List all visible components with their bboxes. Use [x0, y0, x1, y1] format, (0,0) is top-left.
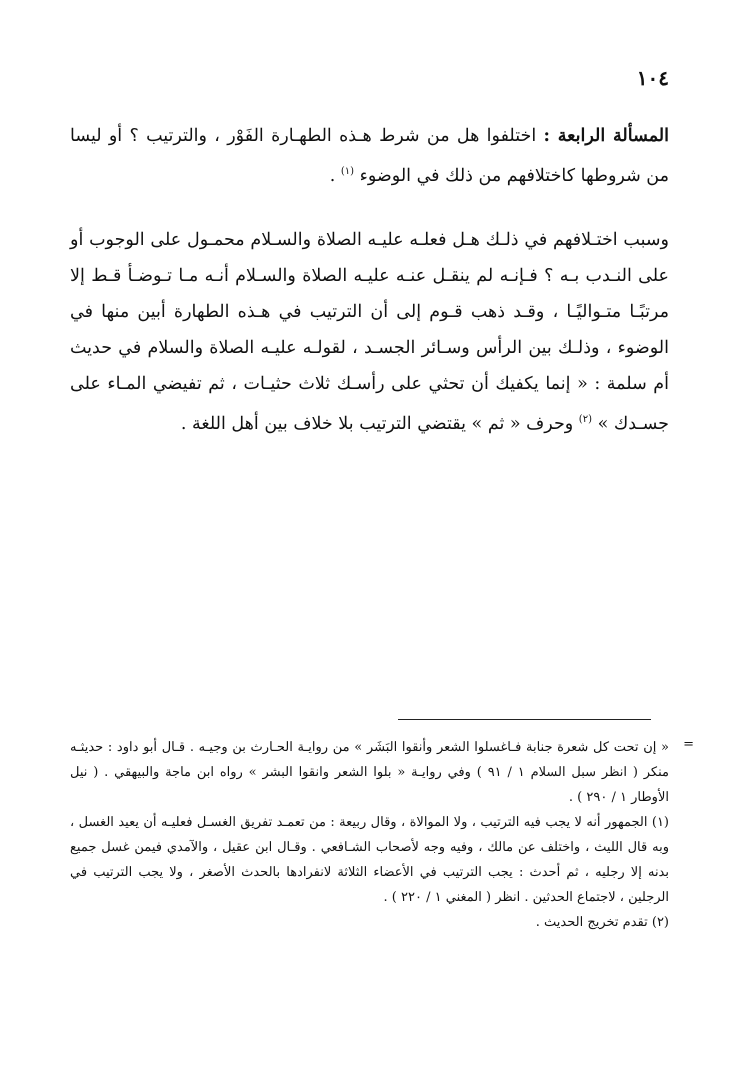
- footnote-continuation-text: « إن تحت كل شعرة جنابة فـاغسلوا الشعر وأنقوا البَشَر » من روايـة الحـارث بن وجيـه . قـال أبو داود : حديثـه منكر ( انظر سبل السلام ١ / ٩١ ) وفي روايـة « بلوا الشعر وانقوا البشر » رواه ابن ماجة والبيهقي . ( نيل الأوطار ١ / ٢٩٠ ) .: [70, 740, 669, 805]
- main-text: [70, 118, 669, 442]
- footnote-1: (١) الجمهور أنه لا يجب فيه الترتيب ، ولا الموالاة ، وقال ربيعة : من تعمـد تفريق الغسـل فعليـه أن يعيد الغسل ، وبه قال الليث ، واختلف عن مالك ، وفيه وجه لأصحاب الشـافعي . وقـال ابن عقيل ، والآمدي فيمن غسل جميع بدنه إلا رجليه ، ثم أحدث : يجب الترتيب في الأعضاء الثلاثة لانفرادها بالحدث الأصغر ، ولا يجب الترتيب في الرجلين ، لاجتماع الحدثين . انظر ( المغني ١ / ٢٢٠ ) .: [70, 815, 669, 905]
- paragraph-reason: [70, 222, 669, 442]
- paragraph-issue-four: [70, 118, 669, 194]
- paragraph2-end: وحرف « ثم » يقتضي الترتيب بلا خلاف بين أهل اللغة .: [180, 413, 579, 434]
- footnote-separator: [398, 719, 651, 720]
- paragraph2-text: وسبب اختـلافهم في ذلـك هـل فعلـه عليـه الصلاة والسـلام محمـول على الوجوب أو على النـدب بـه ؟ فـإنـه لم ينقـل عنـه عليـه الصلاة والسـلام أنـه مـا تـوضـأ قـط إلا مرتبًـا متـواليًـا ، وقـد ذهب قـوم إلى أن الترتيب في هـذه الطهارة أبين منها في الوضوء ، وذلـك بين الرأس وسـائر الجسـد ، لقولـه عليـه الصلاة والسلام في حديث أم سلمة : « إنما يكفيك أن تحثي على رأسـك ثلاث حثيـات ، ثم تفيضي المـاء على جسـدك »: [70, 229, 669, 434]
- footnotes: [70, 735, 694, 935]
- continuation-marker: =: [683, 737, 694, 752]
- footnote-ref-2[interactable]: (٢): [578, 413, 592, 425]
- footnote-ref-1[interactable]: (١): [340, 166, 355, 177]
- paragraph1-text: اختلفوا هل من شرط هـذه الطهـارة الفَوْر ، والترتيب ؟ أو ليسا من شروطها كاختلافهم من ذلك في الوضوء: [70, 126, 669, 186]
- page-number: ١٠٤: [636, 66, 669, 90]
- paragraph1-end: .: [329, 165, 341, 186]
- issue-label: المسألة الرابعة :: [543, 126, 670, 146]
- footnote-continuation: [70, 735, 694, 810]
- footnote-2: (٢) تقدم تخريج الحديث .: [535, 915, 669, 930]
